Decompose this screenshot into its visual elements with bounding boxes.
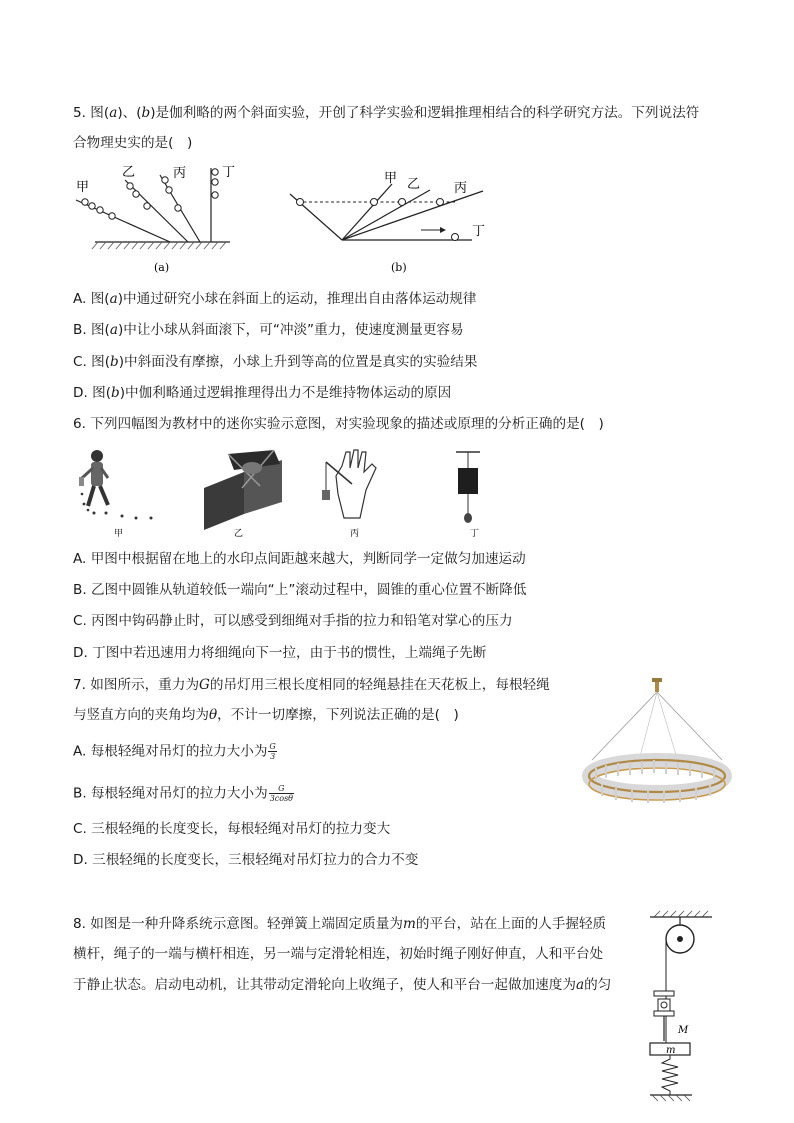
fig-b-caption: (b)	[391, 261, 407, 274]
fig-b-label-yi: 乙	[407, 177, 421, 192]
fig-b-label-bing: 丙	[454, 181, 468, 196]
q6-stem: 6. 下列四幅图为教材中的迷你实验示意图，对实验现象的描述或原理的分析正确的是( )	[73, 416, 604, 432]
q6-option-b: B. 乙图中圆锥从轨道较低一端向“上”滚动过程中，圆锥的重心位置不断降低	[73, 582, 527, 598]
q6-figure-ding	[446, 448, 506, 540]
q6-figure-jia	[76, 448, 156, 540]
fig-a-label-yi: 乙	[122, 165, 136, 180]
q7-chandelier-image	[582, 676, 732, 808]
q7-stem-line1: 7. 如图所示，重力为G的吊灯用三根长度相同的轻绳悬挂在天花板上，每根轻绳	[73, 677, 550, 693]
q5-figure-a	[70, 160, 240, 278]
fig-a-label-bing: 丙	[173, 166, 187, 181]
q8-label-M: M	[678, 1025, 689, 1036]
q8-lift-diagram	[640, 905, 720, 1105]
q6-label-jia: 甲	[114, 529, 124, 539]
q5-option-b: B. 图(a)中让小球从斜面滚下，可“冲淡”重力，使速度测量更容易	[73, 322, 464, 338]
fig-a-label-ding: 丁	[222, 165, 236, 180]
q6-label-bing: 丙	[350, 529, 360, 539]
q5-stem-line1: 5. 图(a)、(b)是伽利略的两个斜面实验，开创了科学实验和逻辑推理相结合的科学研究方法。下列说法符	[73, 105, 700, 121]
q6-option-d: D. 丁图中若迅速用力将细绳向下一拉，由于书的惯性，上端绳子先断	[73, 645, 487, 661]
q8-label-m: m	[666, 1045, 676, 1056]
q6-label-yi: 乙	[234, 529, 244, 539]
q7-option-b: B. 每根轻绳对吊灯的拉力大小为 $\frac{G}{3\cos\theta}$	[73, 784, 293, 803]
q6-figure-bing	[316, 448, 388, 540]
fig-a-caption: (a)	[154, 261, 170, 274]
q6-option-a: A. 甲图中根据留在地上的水印点间距越来越大，判断同学一定做匀加速运动	[73, 551, 526, 567]
q7-option-a-fraction: $\frac{G}{3}$	[269, 742, 276, 761]
q5-option-d: D. 图(b)中伽利略通过逻辑推理得出力不是维持物体运动的原因	[73, 385, 452, 401]
q6-label-ding: 丁	[470, 529, 480, 539]
q7-option-c: C. 三根轻绳的长度变长，每根轻绳对吊灯的拉力变大	[73, 821, 391, 837]
q6-figure-yi	[198, 448, 284, 540]
q8-stem-line1: 8. 如图是一种升降系统示意图。轻弹簧上端固定质量为m的平台，站在上面的人手握轻质	[73, 916, 607, 932]
fig-b-label-jia: 甲	[384, 171, 398, 186]
q7-option-a: A. 每根轻绳对吊灯的拉力大小为 $\frac{G}{3}$	[73, 742, 276, 761]
q7-option-d: D. 三根轻绳的长度变长，三根轻绳对吊灯拉力的合力不变	[73, 852, 419, 868]
fig-a-label-jia: 甲	[76, 180, 90, 195]
q7-stem-line2: 与竖直方向的夹角均为θ，不计一切摩擦，下列说法正确的是( )	[73, 707, 459, 723]
q8-stem-line3: 于静止状态。启动电动机，让其带动定滑轮向上收绳子，使人和平台一起做加速度为a的匀	[73, 977, 612, 993]
q5-stem-line2: 合物理史实的是( )	[73, 135, 193, 151]
q5-option-a: A. 图(a)中通过研究小球在斜面上的运动，推理出自由落体运动规律	[73, 291, 477, 307]
q6-option-c: C. 丙图中钩码静止时，可以感受到细绳对手指的拉力和铅笔对掌心的压力	[73, 613, 513, 629]
q5-option-c: C. 图(b)中斜面没有摩擦，小球上升到等高的位置是真实的实验结果	[73, 354, 478, 370]
q8-stem-line2: 横杆，绳子的一端与横杆相连，另一端与定滑轮相连，初始时绳子刚好伸直，人和平台处	[73, 946, 604, 962]
fig-b-label-ding: 丁	[472, 224, 486, 239]
q7-option-b-fraction: $\frac{G}{3\cos\theta}$	[269, 784, 293, 803]
q5-figure-b	[280, 160, 490, 278]
